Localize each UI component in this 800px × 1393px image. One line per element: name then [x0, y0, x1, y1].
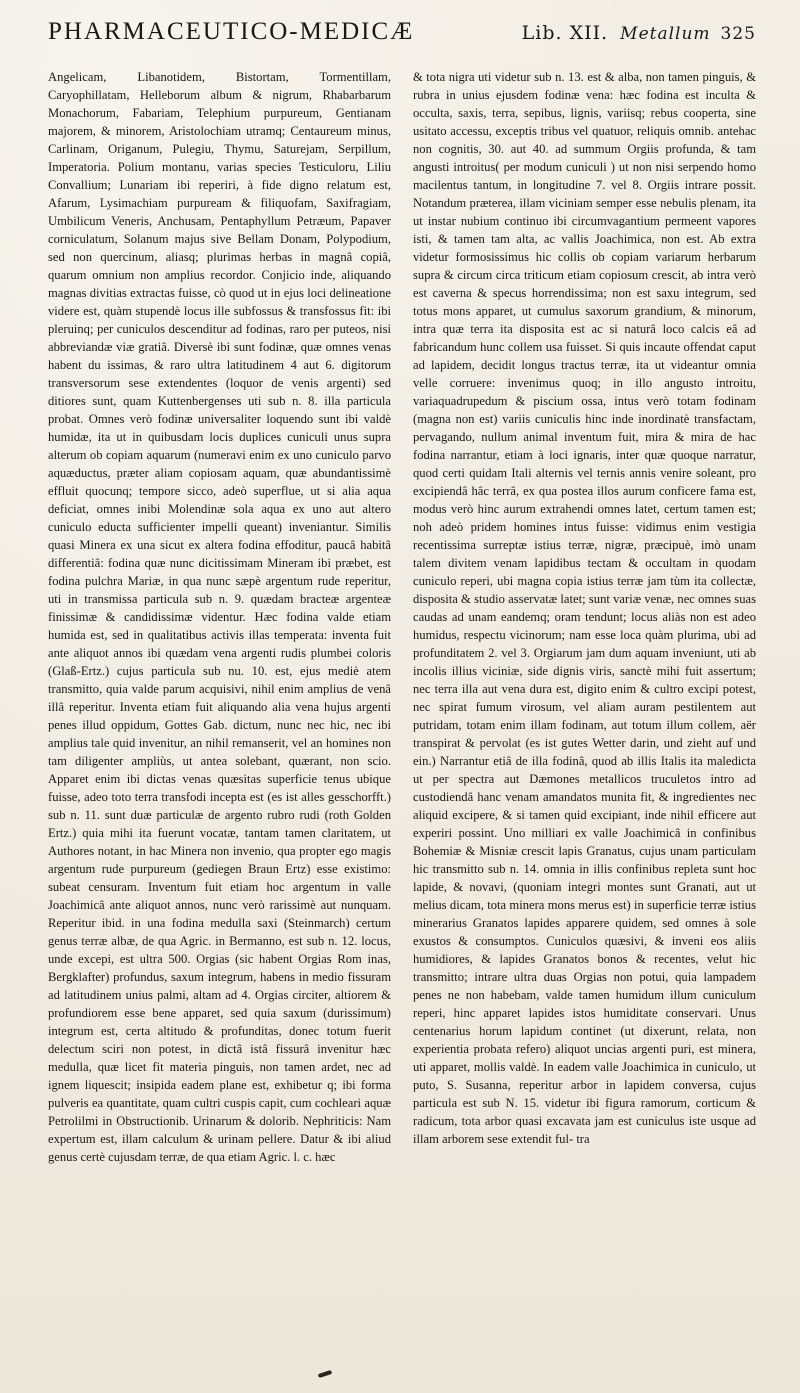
left-column-text: Angelicam, Libanotidem, Bistortam, Tormentillam, Caryophillatam, Helleborum album & nigrum, Rhabarbarum Monachorum, Fabariam, Telephium purpureum, Gentianam majorem, & minorem, Aristolochiam utramq; Centaureum minus, Carlinam, Origanum, Pulegiu, Thymu, Saturejam, Serpillum, Imperatoria. Polium montanu, varias species Testiculoru, Liliu Convallium; Lunariam ibi reperiri, à fide digno relatum est, Afarum, Lysimachiam purpuream & filiquofam, Saxifragiam, Umbilicum Veneris, Anchusam, Pentaphyllum Petræum, Papaver corniculatum, Solanum majus sive Bellam Donam, Polypodium, sed non quercinum, aliasq; plurimas herbas in magnâ copiâ, quarum omnium non amplius recordor. Conjicio inde, aliquando magnas divitias extractas fuisse, cò quod ut in ejus loci delineatione videre est, quàm stupendè locus ille subfossus & transfossus fit: ibi pleruinq; per cuniculos descenditur ad fodinas, raro per puteos, nisi abbreviandæ viæ gratiâ. Diversè ibi sunt fodinæ, quæ omnes venas habent du issimas, & raro ultra latitudinem 4 aut 6. digitorum transversorum sese extendentes (loquor de venis argenti) sed ditiores sunt, quam Kuttenbergenses uti sub n. 8. illa particula probat. Omnes verò fodinæ universaliter loquendo sunt ibi valdè humidæ, ita ut in quibusdam locis duplices cuniculi unus supra alterum ob copiam aquarum (numeravi enim ex uno cuniculo parvo aquæductus, præter aliam copiosam aquam, quæ abundantissimè effluit quocunq; tempore sicco, adeò superflue, ut si alia aqua deficiat, omnes inibi Molendinæ sola aqua ex uno aut altero cuniculo educta sufficienter impelli queant) inveniantur. Similis quasi Minera ex una sicut ex altera fodina effoditur, paucâ habitâ differentiâ: fodina quæ nunc dicitissimam Mineram ibi præbet, est fodina pulchra Mariæ, in qua nunc sæpè argentum rude reperitur, uti in transmissa particula sub n. 9. quædam bracteæ argenteæ finissimæ & candidissimæ videntur. Hæc fodina valde etiam humida est, sed in qualitatibus activis illas temperata: inventa fuit ante aliquot annos ibi quædam vena argenti rudis plumbei coloris (Glaß-Ertz.) cujus particula sub nu. 10. est, ejus mediè atem transmitto, quia valde parum acquisivi, nihil enim amplius de venâ illâ reperitur. Inventa etiam fuit aliquando alia vena hujus argenti penes illud oppidum, Gottes Gab. dictum, nunc nec hic, nec ibi amplius tale quid invenitur, an nihil remanserit, vel an homines non tam diligenter ampliùs, ut antea solebant, quærant, non scio. Apparet enim ibi dictas venas quæsitas superficie tenus ubique fuisse, adeo toto terra transfodi incepta est (es ist alles gesschorfft.) sub n. 11. sunt duæ particulæ de argento rubro rudi (roth Golden Ertz.) quia mihi ita fuerunt vocatæ, tantam tamen claritatem, ut Authores notant, in hac Minera non invenio, qua propter ego magis argentum rude purpureum (gediegen Braun Ertz) esse existimo: subeat censuram. Inventum fuit etiam hoc argentum in valle Joachimicâ ante aliquot annos, nunc verò rarissimè aut nunquam. Reperitur ibid. in una fodina medulla saxi (Steinmarch) certum genus terræ albæ, de qua Agric. in Bermanno, est sub n. 12. locus, unde excepi, est ultra 500. Orgias (sic habent Orgias Rom inas, Bergklafter) profundus, saxum integrum, habens in medio fissuram ad latitudinem unius palmi, altam ad 4. Orgias circiter, altiorem & profundiorem esse bene apparet, sed quia saxum (durissimum) integrum est, certa altitudo & profunditas, donec totum fuerit delectum sciri non potest, in dictâ istâ fissurâ invenitur hæc medulla, quæ licet fit materia pinguis, non tamen ardet, nec ad ignem liquescit; insipida eadem plane est, exhibetur q; ibi forma pulveris ea quantitate, quam cultri cuspis capit, cum cochleari aquæ Petrolilmi in Obstructionib. Urinarum & dolorib. Nephriticis: Nam expertum est, illam calculum & urinam pellere. Datur & ibi aliud genus certè cujusdam terræ, de qua etiam Agric. l. c. hæc	[48, 70, 391, 1164]
section-label: Metallum	[620, 24, 711, 44]
page-number: 325	[720, 24, 756, 44]
right-column-text: & tota nigra uti videtur sub n. 13. est & alba, non tamen pinguis, & rubra in unius ejusdem fodinæ vena: hæc fodina est inculta & occulta, saxis, terra, sepibus, lignis, variisq; rebus cooperta, sine usitato accessu, exceptis tribus vel quatuor, reliquis omnib. antehac non cognitis, 30. aut 40. ad summum Orgiis profunda, & tam angusti introitus( per modum cuniculi ) ut non nisi serpendo homo macilentus tantum, in longitudine 7. vel 8. Orgiis intrare possit. Notandum præterea, illam viciniam semper esse nebulis plenam, ita ut instar nubium continuo ibi circumvagantium permeent vapores isti, & tamen tam alta, ac vallis Joachimica, non est. Ab extra videtur formosissimus hic collis ob copiam variarum herbarum supra & circum circa triticum etiam copiosum crescit, ab intra verò est caverna & specus horrendissima; non est saxu integrum, sed totus mons apparet, ut cumulus saxorum grandium, & minorum, intra quæ terra ita disposita est ac si naturâ loco calcis eâ ad fabricandum hunc collem usa fuisset. Si quis incaute offendat caput ad lapidem, decidit longus tractus terræ, ita ut videantur omnia velle corruere: invenimus quoq; in illo angusto introitu, variaquadrupedum & piscium ossa, intus verò totam fodinam (magna non est) variis cuniculis hinc inde inordinatè transfactam, pervagando, nullum animal inventum fuit, mira & mira de hac fodina narrantur, etiam à loci ignaris, inter quæ quoque narratur, quod certi quidam Itali alternis vel ternis annis venire soleant, pro excipiendâ hâc terrâ, ex qua postea illos aurum conficere fama est, modus verò hinc aurum extrahendi omnes latet, certum tamen est; noh adeò pridem homines intus fuisse: vidimus enim vestigia recentissima surreptæ istius terræ, nigræ, præcipuè, imò unam talem divitem venam lapidibus tectam & occultam in quodam cuniculo reperi, ubi magna copia istius terræ jam tùm ita collectæ, disposita & studio asservatæ latet; sunt variæ venæ, nec omnes suas caudas ad unam eandemq; oram tendunt; locus aliàs non est adeo humidus, respectu vicinorum; nam esse loca quàm plurima, ubi ad profunditatem 2. vel 3. Orgiarum jam dum aquam inveniunt, uti ab incolis illius viciniæ, side dignis viris, sanctè mihi fuit assertum; nec terra illa aut vena dura est, digito enim & cultro excipi potest, nec spirat fumum virosum, vel aliam auram pestilentem aut putridam, totam enim illam fodinam, aut totum illum collem, aër transpirat & pervolat (es ist gutes Wetter darin, und zieht auf und ein.) Narrantur etiâ de illa fodinâ, quod ab illis Italis ita maledicta ut per spectra aut Dæmones metallicos truculetos intro ad custodiendâ hanc venam amandatos munita fit, & ingredientes nec aliquid excipere, & si tamen quid excipiant, inde nihil efficere aut experiri possint. Uno milliari ex valle Joachimicâ in confinibus Bohemiæ & Misniæ crescit lapis Granatus, cujus unam particulam hic transmitto sub n. 14. omnia in illis confinibus repleta sunt hoc lapide, & novavi, (quoniam integri montes sunt Granati, aut ut melius dicam, tota minera mons merus est) in superficie terræ istius minerarius Granatos lapides apparere quidem, sed omnes à sole exustos & consumptos. Cuniculos quæsivi, & inveni eos aliis humidiores, & lapides Granatos bonos & recentes, velut hic transmitto; intrare ultra duas Orgias non potui, quia lampadem penes ne non habebam, valde tamen humidum illum cuniculum reperi, hinc apparet lapides istos humiditate conservari. Unus centenarius horum lapidum continet (ut dixerunt, relata, non experientia probata refero) aliquot uncias argenti puri, est minera, uti apparet, mollis valdè. In eadem valle Joachimica in cuniculo, ut puto, S. Susanna, reperitur arbor in lapidem conversa, cujus particula est sub N. 15. videtur ibi figura ramorum, corticum & radicum, tota arbor quasi excavata jam est cuniculus iste usque ad illam arborem sese extendit ful- tra	[413, 70, 756, 1146]
running-header	[48, 18, 756, 56]
running-head-title: PHARMACEUTICO-MEDICÆ	[48, 18, 415, 45]
book-label: Lib. XII.	[521, 22, 609, 44]
ink-mark	[318, 1370, 333, 1378]
left-column	[48, 68, 391, 1166]
header-right-group	[512, 22, 756, 44]
text-columns	[48, 68, 756, 1166]
right-column	[413, 68, 756, 1166]
